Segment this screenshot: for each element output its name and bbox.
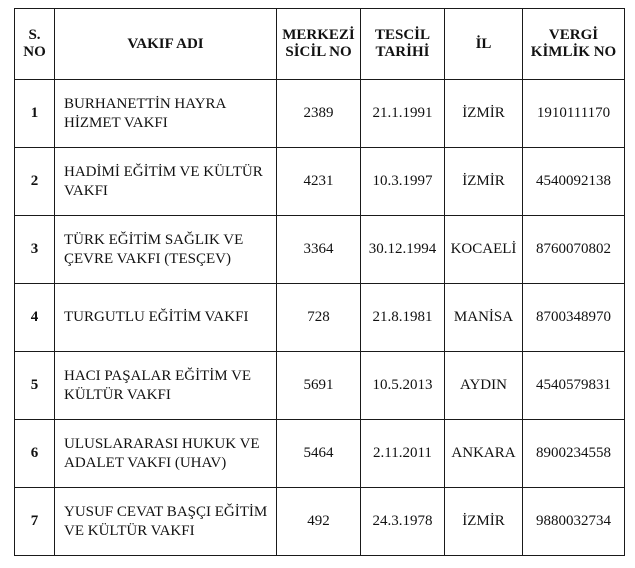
registration-date-cell: 21.8.1981 [361,284,445,352]
foundation-name-cell [55,284,277,352]
row-number-cell: 4 [15,284,55,352]
foundation-name-cell [55,420,277,488]
city-cell: İZMİR [445,148,523,216]
foundation-name-line: BURHANETTİN HAYRA [64,95,227,112]
tax-id-cell: 4540579831 [523,352,625,420]
foundation-name-line: VE KÜLTÜR VAKFI [64,522,195,539]
header-no: S. NO [15,9,55,80]
registry-number-cell: 4231 [277,148,361,216]
foundations-table-container [14,8,624,556]
foundation-name-cell [55,216,277,284]
table-header-row [15,9,625,80]
foundation-name-cell [55,148,277,216]
tax-id-cell: 8760070802 [523,216,625,284]
registration-date-cell: 30.12.1994 [361,216,445,284]
table-row [15,284,625,352]
table-body [15,80,625,556]
header-city: İL [445,9,523,80]
tax-id-cell: 9880032734 [523,488,625,556]
city-cell: MANİSA [445,284,523,352]
city-cell: KOCAELİ [445,216,523,284]
foundation-name-line: TURGUTLU EĞİTİM VAKFI [64,309,249,325]
table-row [15,80,625,148]
tax-id-cell: 8900234558 [523,420,625,488]
foundation-name-line: KÜLTÜR VAKFI [64,386,171,403]
foundation-name-line: YUSUF CEVAT BAŞÇI EĞİTİM [64,503,268,520]
city-cell: ANKARA [445,420,523,488]
row-number-cell: 7 [15,488,55,556]
city-cell: İZMİR [445,488,523,556]
registry-number-cell: 728 [277,284,361,352]
row-number-cell: 1 [15,80,55,148]
header-name: VAKIF ADI [55,9,277,80]
row-number-cell: 5 [15,352,55,420]
table-row [15,148,625,216]
registration-date-cell: 24.3.1978 [361,488,445,556]
foundation-name-line: HADİMİ EĞİTİM VE KÜLTÜR [64,163,263,180]
registry-number-cell: 2389 [277,80,361,148]
row-number-cell: 6 [15,420,55,488]
registration-date-cell: 10.5.2013 [361,352,445,420]
foundation-name-cell [55,352,277,420]
tax-id-cell: 4540092138 [523,148,625,216]
registry-number-cell: 492 [277,488,361,556]
foundation-name-line: HİZMET VAKFI [64,114,168,131]
registration-date-cell: 10.3.1997 [361,148,445,216]
city-cell: İZMİR [445,80,523,148]
registration-date-cell: 21.1.1991 [361,80,445,148]
header-tax: VERGİ KİMLİK NO [523,9,625,80]
foundation-name-line: HACI PAŞALAR EĞİTİM VE [64,367,252,384]
foundation-name-line: ADALET VAKFI (UHAV) [64,454,227,471]
row-number-cell: 3 [15,216,55,284]
foundation-name-line: ÇEVRE VAKFI (TESÇEV) [64,250,231,267]
foundation-name-line: TÜRK EĞİTİM SAĞLIK VE [64,231,244,248]
table-row [15,352,625,420]
registry-number-cell: 5464 [277,420,361,488]
foundation-name-cell [55,80,277,148]
tax-id-cell: 8700348970 [523,284,625,352]
header-date: TESCİL TARİHİ [361,9,445,80]
table-row [15,420,625,488]
registry-number-cell: 3364 [277,216,361,284]
table-row [15,216,625,284]
tax-id-cell: 1910111170 [523,80,625,148]
row-number-cell: 2 [15,148,55,216]
registry-number-cell: 5691 [277,352,361,420]
foundation-name-line: ULUSLARARASI HUKUK VE [64,435,260,452]
city-cell: AYDIN [445,352,523,420]
registration-date-cell: 2.11.2011 [361,420,445,488]
foundations-table [14,8,625,556]
foundation-name-line: VAKFI [64,182,108,199]
table-row [15,488,625,556]
header-registry: MERKEZİ SİCİL NO [277,9,361,80]
foundation-name-cell [55,488,277,556]
